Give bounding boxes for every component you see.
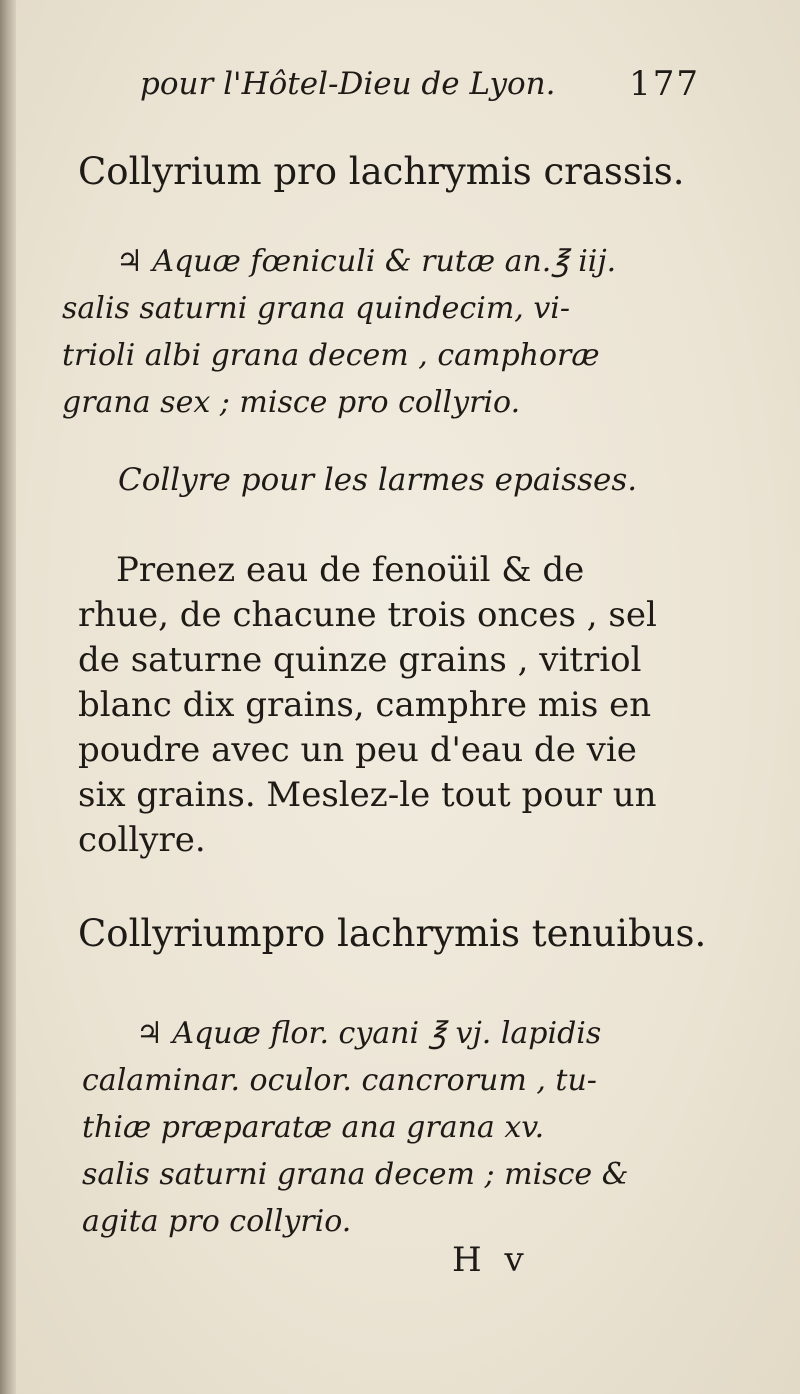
page-header [140,62,700,114]
text-line: poudre avec un peu d'eau de vie [78,730,637,770]
text-line: de saturne quinze grains , vitriol [78,640,642,680]
page-number: 177 [629,64,700,104]
text-line: blanc dix grains, camphre mis en [78,685,652,725]
french-text [78,548,718,863]
heading-latin-2: Collyriumpro lachrymis tenuibus. [78,912,707,955]
recipe-latin-2 [82,1010,722,1245]
text-line: Prenez eau de fenoüil & de [116,550,585,590]
recipe-line: agita pro collyrio. [82,1204,352,1239]
text-line: six grains. Meslez-le tout pour un [78,775,657,815]
heading-latin-1: Collyrium pro lachrymis crassis. [78,150,685,193]
recipe-line: salis saturni grana quindecim, vi- [62,291,571,326]
recipe-line: thiæ præparatæ ana grana xv. [82,1110,545,1145]
recipe-line: grana sex ; misce pro collyrio. [62,385,521,420]
running-head: pour l'Hôtel-Dieu de Lyon. [140,66,556,102]
recipe-line: ♃ Aquæ fœniculi & rutæ an.℥ iij. [116,244,617,279]
binding-edge [0,0,16,1394]
recipe-line: salis saturni grana decem ; misce & [82,1157,629,1192]
recipe-line: calaminar. oculor. cancrorum , tu- [82,1063,597,1098]
heading-french: Collyre pour les larmes epaisses. [118,462,638,498]
recipe-line: ♃ Aquæ flor. cyani ℥ vj. lapidis [136,1016,602,1051]
signature-mark: H v [452,1240,530,1280]
text-line: collyre. [78,820,206,860]
recipe-latin-1 [62,238,702,426]
recipe-line: trioli albi grana decem , camphoræ [62,338,600,373]
text-line: rhue, de chacune trois onces , sel [78,595,657,635]
